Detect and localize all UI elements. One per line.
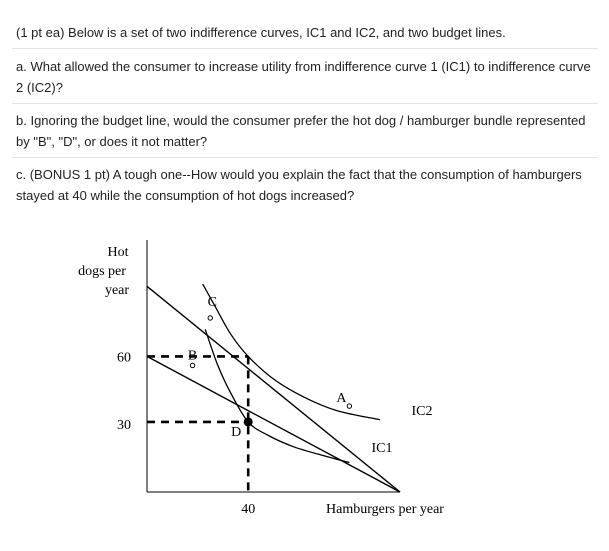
ic2-curve [203,284,380,420]
chart-axes [147,240,400,492]
y-tick-label-30: 30 [117,418,131,434]
point-c-label: C [207,294,217,310]
point-d-marker [244,417,253,426]
ic1-curve [205,329,349,462]
point-c-marker [208,316,212,320]
point-b-marker [190,363,194,367]
question-b: b. Ignoring the budget line, would the consumer prefer the hot dog / hamburger bundle represented by "B", "D", or does it not matter? [16,113,586,149]
point-d-label: D [231,424,242,440]
y-axis-label-line-2: dogs per [78,264,126,279]
question-a: a. What allowed the consumer to increase utility from indifference curve 1 (IC1) to indifference curve 2 (IC2)? [16,59,591,95]
y-tick-label-60: 60 [117,350,131,366]
budget-line-1-line [147,286,400,492]
question-intro: (1 pt ea) Below is a set of two indifference curves, IC1 and IC2, and two budget lines. [16,25,506,40]
y-axis-label-line-3: year [104,283,130,298]
point-b-label: B [187,348,198,364]
question-c: c. (BONUS 1 pt) A tough one--How would you explain the fact that the consumption of hamburgers stayed at 40 while the consumption of hot dogs increased? [16,167,582,203]
x-tick-label-40: 40 [241,502,256,517]
point-a-marker [347,404,351,408]
point-a-label: A [336,391,347,407]
x-axis-label: Hamburgers per year [326,502,444,517]
budget-line-2-line [147,356,400,492]
curve-label-ic1: IC1 [371,441,393,456]
y-axis-label-line-1: Hot [107,245,129,260]
curve-label-ic2: IC2 [411,404,433,419]
